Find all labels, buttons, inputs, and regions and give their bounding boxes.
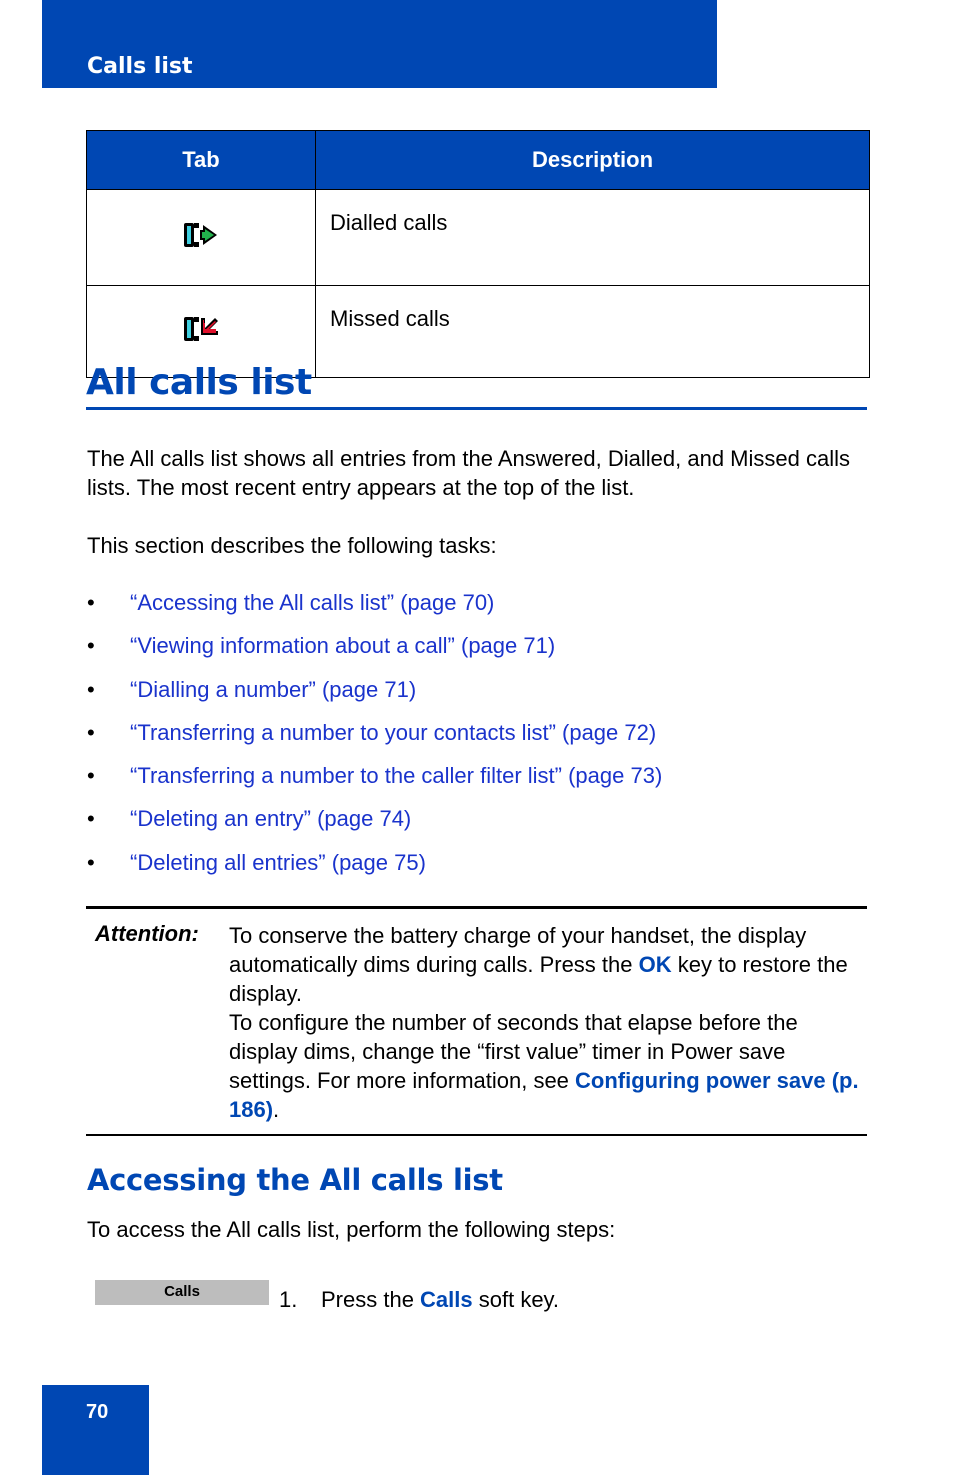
table-cell-description: Missed calls	[316, 286, 870, 378]
section-heading: All calls list	[86, 362, 312, 403]
step-text: Press the	[321, 1287, 421, 1312]
attention-text	[229, 921, 869, 1124]
step-key: Calls	[420, 1287, 473, 1312]
heading-underline	[86, 407, 867, 410]
bullet: •	[87, 719, 95, 745]
page-number: 70	[86, 1401, 109, 1423]
attention-label: Attention:	[95, 921, 199, 946]
task-link[interactable]: “Deleting an entry” (page 74)	[130, 806, 412, 832]
accessing-intro: To access the All calls list, perform the following steps:	[87, 1217, 616, 1242]
attention-text-part: .	[273, 1097, 280, 1122]
dialled-calls-icon	[181, 221, 221, 249]
task-link[interactable]: “Deleting all entries” (page 75)	[130, 849, 426, 875]
section-title: Calls list	[87, 54, 193, 79]
task-link[interactable]: “Viewing information about a call” (page 71)	[130, 633, 556, 659]
step-text: soft key.	[472, 1287, 560, 1312]
page-footer-tab	[42, 1385, 149, 1475]
attention-top-rule	[86, 906, 867, 909]
step-1	[279, 1285, 559, 1314]
task-link[interactable]: “Transferring a number to your contacts list” (page 72)	[130, 719, 657, 745]
table-header-description: Description	[316, 131, 870, 190]
missed-calls-icon	[181, 315, 221, 343]
bullet: •	[87, 849, 95, 875]
attention-text-part: key to restore the display.	[229, 952, 848, 1006]
table-cell-description: Dialled calls	[316, 190, 870, 286]
bullet: •	[87, 633, 95, 659]
bullet: •	[87, 806, 95, 832]
tasks-intro: This section describes the following tasks:	[87, 533, 497, 558]
ok-key-label: OK	[638, 952, 672, 977]
table-header-tab: Tab	[87, 131, 316, 190]
task-link[interactable]: “Transferring a number to the caller filter list” (page 73)	[130, 763, 663, 789]
table-cell-icon	[87, 190, 316, 286]
task-link[interactable]: “Dialling a number” (page 71)	[130, 676, 417, 702]
tab-description-table	[86, 130, 870, 378]
table-header-row	[87, 131, 870, 190]
subsection-heading: Accessing the All calls list	[87, 1163, 503, 1197]
page-header-bar	[42, 0, 717, 88]
calls-softkey: Calls	[95, 1280, 269, 1305]
bullet: •	[87, 763, 95, 789]
bullet: •	[87, 676, 95, 702]
table-row	[87, 190, 870, 286]
step-number: 1.	[279, 1287, 298, 1312]
intro-paragraph: The All calls list shows all entries from the Answered, Dialled, and Missed calls lists. The most recent entry appears at the top of the list.	[87, 446, 850, 500]
attention-bottom-rule	[86, 1134, 867, 1136]
power-save-link[interactable]: Configuring power save (p. 186)	[229, 1068, 859, 1122]
bullet: •	[87, 590, 95, 615]
attention-text-part: To conserve the battery charge of your handset, the display automatically dims during calls. Press the	[229, 923, 807, 977]
attention-text-part: To configure the number of seconds that elapse before the display dims, change the “first value” timer in Power save settings. For more information, see	[229, 1010, 798, 1093]
task-link[interactable]: “Accessing the All calls list” (page 70)	[130, 590, 495, 615]
